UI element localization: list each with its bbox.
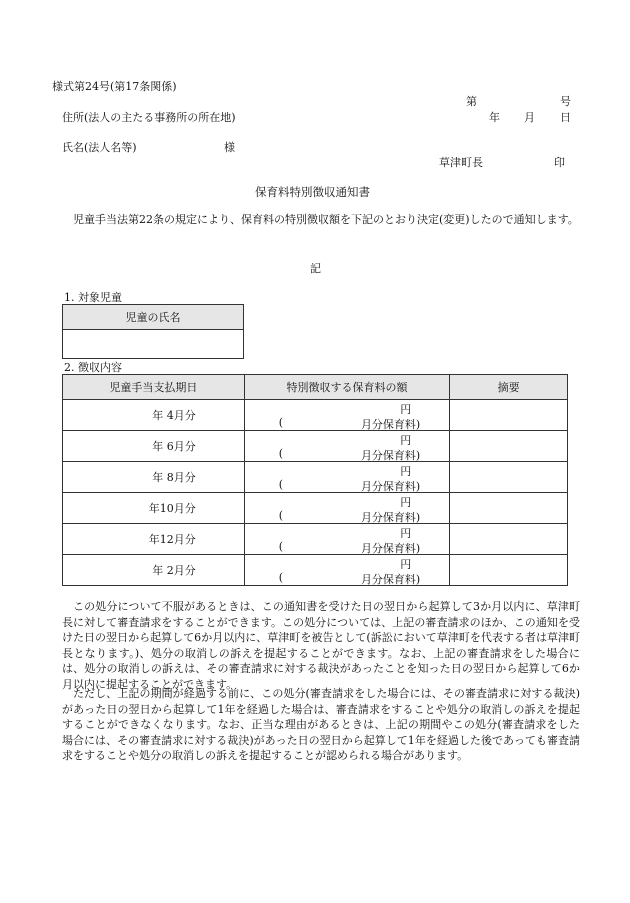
amount-cell (244, 555, 450, 586)
date-year: 年 (489, 111, 500, 124)
child-name-table (62, 304, 244, 359)
document-title: 保育料特別徴収通知書 (255, 185, 370, 199)
section1-heading: 1. 対象児童 (64, 291, 122, 304)
form-number: 様式第24号(第17条関係) (52, 80, 177, 93)
table-row (63, 462, 568, 493)
remarks-cell (450, 431, 568, 462)
section2-heading: 2. 徴収内容 (64, 361, 122, 374)
col-header-amount: 特別徴収する保育料の額 (244, 375, 450, 400)
child-name-header: 児童の氏名 (63, 305, 244, 330)
amount-cell (244, 431, 450, 462)
fee-month-note: 月分保育料) (360, 480, 421, 493)
paren-open: ( (278, 540, 283, 553)
payment-date-cell: 年 6月分 (63, 431, 245, 462)
amount-cell (244, 524, 450, 555)
payment-date-cell: 年10月分 (63, 493, 245, 524)
date-day: 日 (560, 111, 571, 124)
amount-cell (244, 462, 450, 493)
date-month: 月 (524, 111, 535, 124)
remarks-cell (450, 555, 568, 586)
payment-date-cell: 年 4月分 (63, 400, 245, 431)
remarks-cell (450, 462, 568, 493)
remarks-cell (450, 400, 568, 431)
fee-month-note: 月分保育料) (360, 573, 421, 586)
paren-open: ( (278, 447, 283, 460)
paren-open: ( (278, 509, 283, 522)
fee-month-note: 月分保育料) (360, 449, 421, 462)
col-header-remarks: 摘要 (450, 375, 568, 400)
paren-open: ( (278, 416, 283, 429)
collection-table (62, 374, 568, 586)
yen-unit: 円 (400, 527, 412, 540)
table-row (63, 555, 568, 586)
yen-unit: 円 (400, 496, 412, 509)
notice-paragraph-2: ただし、上記の期間が経過する前に、この処分(審査請求をした場合には、その審査請求に対する裁決)があった日の翌日から起算して1年を経過した場合は、審査請求をすることや処分の取消しの訴えを提起することができなくなります。なお、正当な理由があるときは、上記の期間やこの処分(審査請求をした場合には、その審査請求に対する裁決)があった日の翌日から起算して1年を経過した後であっても審査請求をすることや処分の取消しの訴えを提起することが認められる場合があります。 (62, 687, 580, 763)
remarks-cell (450, 493, 568, 524)
table-row (63, 493, 568, 524)
table-row (63, 400, 568, 431)
paren-open: ( (278, 478, 283, 491)
yen-unit: 円 (400, 403, 412, 416)
payment-date-cell: 年12月分 (63, 524, 245, 555)
document-number-dai: 第 (466, 95, 477, 108)
intro-paragraph: 児童手当法第22条の規定により、保育料の特別徴収額を下記のとおり決定(変更)したので通知します。 (73, 213, 579, 226)
address-label: 住所(法人の主たる事務所の所在地) (62, 111, 236, 124)
yen-unit: 円 (400, 558, 412, 571)
issuer-name: 草津町長 (439, 156, 483, 169)
fee-month-note: 月分保育料) (360, 511, 421, 524)
fee-month-note: 月分保育料) (360, 418, 421, 431)
paren-open: ( (278, 571, 283, 584)
payment-date-cell: 年 2月分 (63, 555, 245, 586)
child-name-cell (63, 330, 244, 359)
notice-paragraph-1: この処分について不服があるときは、この通知書を受けた日の翌日から起算して3か月以内に、草津町長に対して審査請求をすることができます。この処分については、上記の審査請求のほか、この通知を受けた日の翌日から起算して6か月以内に、草津町を被告として(訴訟において草津町を代表する者は草津町長となります。)、処分の取消しの訴えを提起することができます。なお、上記の審査請求をした場合には、処分の取消しの訴えは、その審査請求に対する裁決があったことを知った日の翌日から起算して6か月以内に提起することができます。 (62, 600, 580, 691)
yen-unit: 円 (400, 434, 412, 447)
amount-cell (244, 493, 450, 524)
payment-date-cell: 年 8月分 (63, 462, 245, 493)
fee-month-note: 月分保育料) (360, 542, 421, 555)
document-number-go: 号 (560, 95, 571, 108)
remarks-cell (450, 524, 568, 555)
name-label: 氏名(法人名等) (62, 141, 137, 154)
table-row (63, 431, 568, 462)
col-header-payment-date: 児童手当支払期日 (63, 375, 245, 400)
amount-cell (244, 400, 450, 431)
yen-unit: 円 (400, 465, 412, 478)
seal-mark: 印 (554, 156, 565, 169)
honorific-sama: 様 (224, 141, 235, 154)
table-row (63, 524, 568, 555)
ki-heading: 記 (310, 262, 321, 275)
